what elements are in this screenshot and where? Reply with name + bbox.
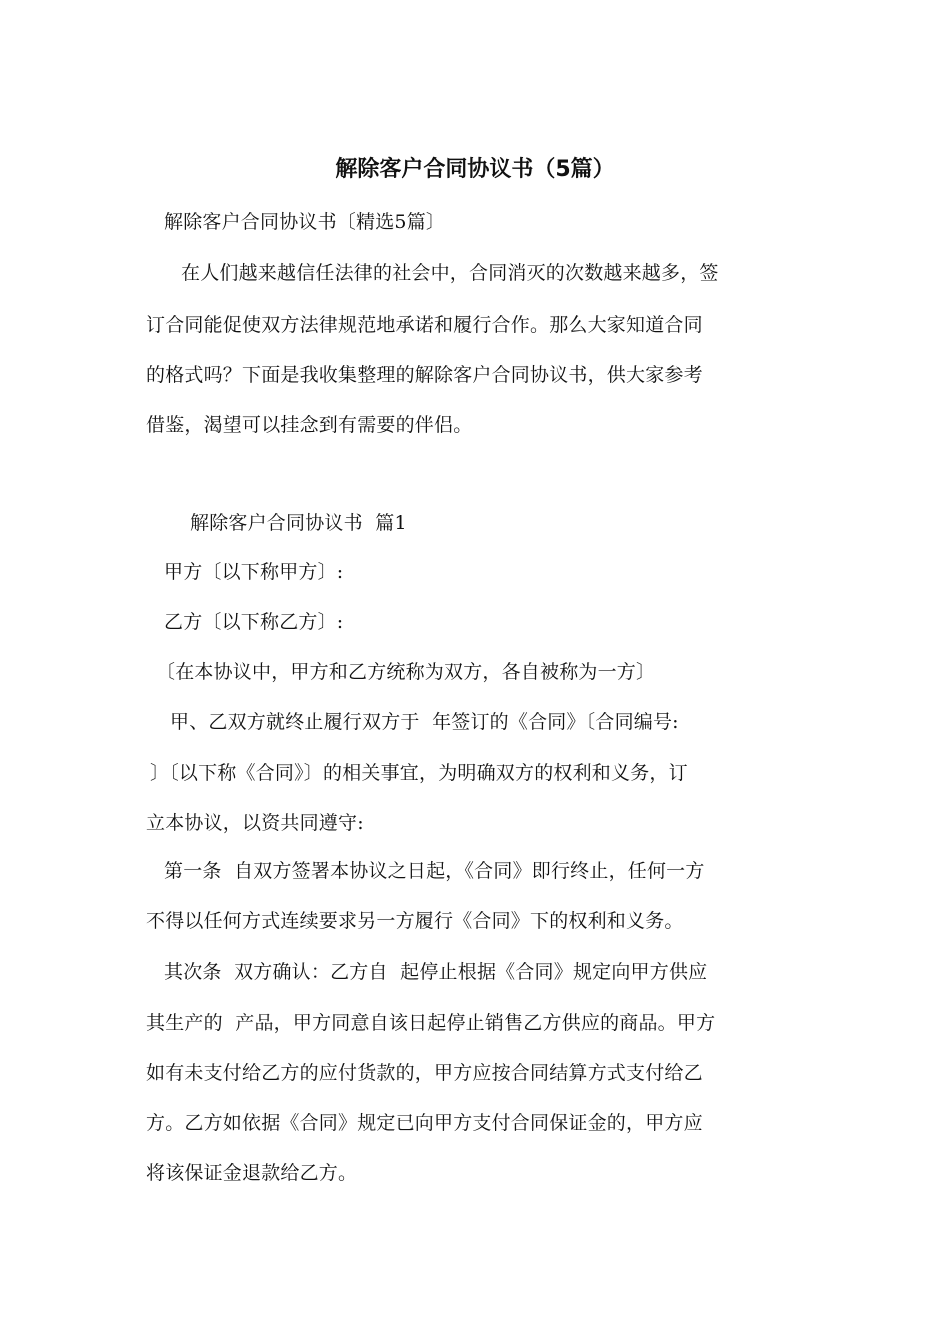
article-2-line: 其生产的 产品，甲方同意自该日起停止销售乙方供应的商品。甲方 bbox=[146, 1012, 716, 1034]
preamble-line: 立本协议，以资共同遵守: bbox=[146, 812, 364, 834]
document-subtitle: 解除客户合同协议书〔精选5篇〕 bbox=[164, 211, 446, 233]
agreement-note: 〔在本协议中，甲方和乙方统称为双方，各自被称为一方〕 bbox=[156, 661, 656, 683]
article-2-line: 如有未支付给乙方的应付货款的，甲方应按合同结算方式支付给乙 bbox=[146, 1062, 703, 1084]
intro-line: 借鉴，渴望可以挂念到有需要的伴侣。 bbox=[146, 414, 473, 436]
preamble-line: 〕〔以下称《合同》〕的相关事宜，为明确双方的权利和义务，订 bbox=[150, 762, 688, 784]
intro-line: 订合同能促使双方法律规范地承诺和履行合作。那么大家知道合同 bbox=[146, 314, 703, 336]
preamble-line: 甲、乙双方就终止履行双方于 年签订的《合同》〔合同编号: bbox=[170, 711, 679, 733]
intro-line: 在人们越来越信任法律的社会中，合同消灭的次数越来越多，签 bbox=[181, 262, 719, 284]
article-2-line: 方。乙方如依据《合同》规定已向甲方支付合同保证金的，甲方应 bbox=[146, 1112, 703, 1134]
article-2-line: 其次条 双方确认：乙方自 起停止根据《合同》规定向甲方供应 bbox=[164, 961, 708, 983]
party-a-line: 甲方〔以下称甲方〕: bbox=[164, 561, 344, 583]
section-heading: 解除客户合同协议书 篇1 bbox=[190, 512, 407, 534]
party-b-line: 乙方〔以下称乙方〕: bbox=[164, 611, 344, 633]
article-1-line: 不得以任何方式连续要求另一方履行《合同》下的权利和义务。 bbox=[146, 910, 684, 932]
document-title: 解除客户合同协议书（5篇） bbox=[335, 157, 615, 182]
article-2-line: 将该保证金退款给乙方。 bbox=[146, 1162, 358, 1184]
article-1-line: 第一条 自双方签署本协议之日起，《合同》即行终止，任何一方 bbox=[164, 860, 705, 882]
intro-line: 的格式吗？下面是我收集整理的解除客户合同协议书，供大家参考 bbox=[146, 364, 703, 386]
